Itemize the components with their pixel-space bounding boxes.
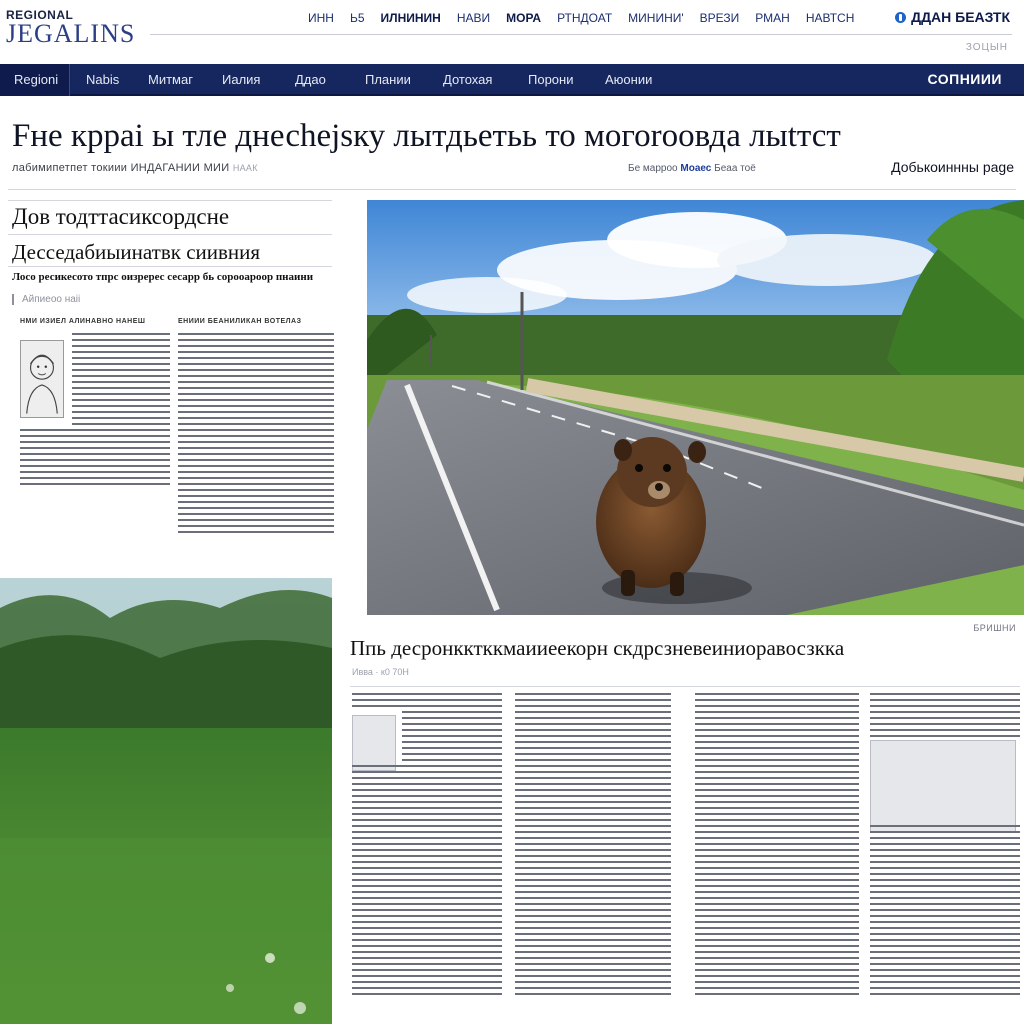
column-2-text [178, 333, 334, 533]
nav-item-5[interactable]: Ддао [295, 72, 326, 87]
left-author: Айпиеоо наіі [12, 294, 80, 305]
story2-column-3-lines [695, 693, 859, 995]
top-link-2[interactable]: Ь5 [349, 11, 365, 25]
top-link-7[interactable]: МИНИНИ' [628, 11, 684, 25]
top-links [308, 11, 854, 25]
info-icon [895, 12, 906, 23]
byline-suffix: Беаа тоё [714, 163, 756, 174]
nav-item-7[interactable]: Дотохая [443, 72, 493, 87]
portrait-sketch-icon [21, 341, 63, 415]
story2-column-1-lines [352, 693, 502, 995]
road-animal-photo [367, 200, 1024, 615]
dek-meta: НААК [232, 163, 258, 173]
left-rule-3 [8, 266, 332, 267]
secondary-photo[interactable] [0, 578, 332, 1024]
main-article-photo[interactable] [367, 200, 1024, 615]
top-link-10[interactable]: НАВТСН [805, 11, 855, 25]
second-story-date: Ивва · к0 70Н [352, 667, 409, 677]
nav-item-6[interactable]: Плании [365, 72, 411, 87]
nav-item-9[interactable]: Аюонии [605, 72, 653, 87]
account-label: ДДАН БЕАЗТК [911, 9, 1010, 25]
column-1-text-bottom [20, 429, 170, 485]
column-1-text-top [72, 333, 170, 425]
nav-subscribe-link[interactable]: СОПНИИИ [927, 71, 1002, 87]
left-rule-2 [8, 234, 332, 235]
nav-item-4[interactable]: Иалия [222, 72, 261, 87]
nav-item-8[interactable]: Порони [528, 72, 574, 87]
author-portrait [20, 340, 64, 418]
byline-prefix: Бе марроо [628, 163, 678, 174]
story2-column-4 [870, 693, 1020, 999]
top-link-8[interactable]: ВРЕЗИ [699, 11, 740, 25]
article-byline [628, 163, 756, 174]
nav-item-1[interactable]: Regioni [0, 64, 70, 96]
masthead-divider [150, 34, 1012, 35]
top-link-4[interactable]: НАВИ [456, 11, 491, 25]
top-link-5[interactable]: МОРА [506, 11, 542, 25]
left-subheading-3: Лосо ресикесото тпрс оизререс сесарр бь сорооароор пнаини [12, 271, 314, 283]
nav-item-3[interactable]: Митмаг [148, 72, 193, 87]
site-logo[interactable] [6, 8, 146, 48]
article-dek [12, 162, 258, 174]
headline-divider [8, 189, 1016, 190]
text-column-2 [178, 318, 334, 537]
article-headline: Fне крраі ы тле днесhеjsку лытдьетьь то могоroовда лыtтст [12, 118, 841, 154]
left-subheading-1: Дов тодттасиксордсне [12, 204, 230, 229]
logo-wordmark: JEGALINS [6, 19, 136, 48]
logo-kicker: REGIONAL [6, 8, 74, 22]
top-link-6[interactable]: РТНДОАТ [557, 11, 613, 25]
meadow-photo [0, 578, 332, 1024]
nav-item-2[interactable]: Nabis [86, 72, 120, 87]
story2-column-3 [695, 693, 859, 999]
top-link-1[interactable]: ИНН [308, 11, 334, 25]
column-2-head: ЕНИИИ БЕАНИЛИКАН ВОТЕЛАЗ [178, 318, 302, 325]
story2-column-1 [352, 693, 502, 999]
story2-column-4-lines [870, 693, 1020, 995]
account-button[interactable] [895, 9, 1010, 25]
column-1-head: НМИ ИЗИЕЛ АЛИНАВНО НАНЕШ [20, 318, 146, 325]
second-story-headline[interactable]: Ппь десронкктккмаииеекорн скдрсзневеиниоравосзкка [350, 636, 845, 660]
top-link-3[interactable]: ИЛНИНИН [380, 11, 441, 25]
dek-text: лабимипетпет токиии ИНДАГАНИИ МИИ [12, 162, 230, 174]
byline-author-link[interactable]: Моаес [680, 163, 712, 174]
second-story-rule [350, 686, 1020, 687]
story2-column-2 [515, 693, 671, 999]
main-nav [0, 64, 1024, 96]
story2-column-2-lines [515, 693, 671, 995]
top-link-9[interactable]: РМАН [755, 11, 790, 25]
left-top-rule [8, 200, 332, 201]
page-link[interactable]: Добькоиннны page [891, 159, 1014, 175]
left-subheading-2: Десседабиыинатвк сиивния [12, 240, 261, 264]
photo-credit: БРИШНИ [973, 623, 1016, 633]
edition-label: ЗОЦЫН [965, 42, 1008, 53]
masthead [0, 0, 1024, 64]
